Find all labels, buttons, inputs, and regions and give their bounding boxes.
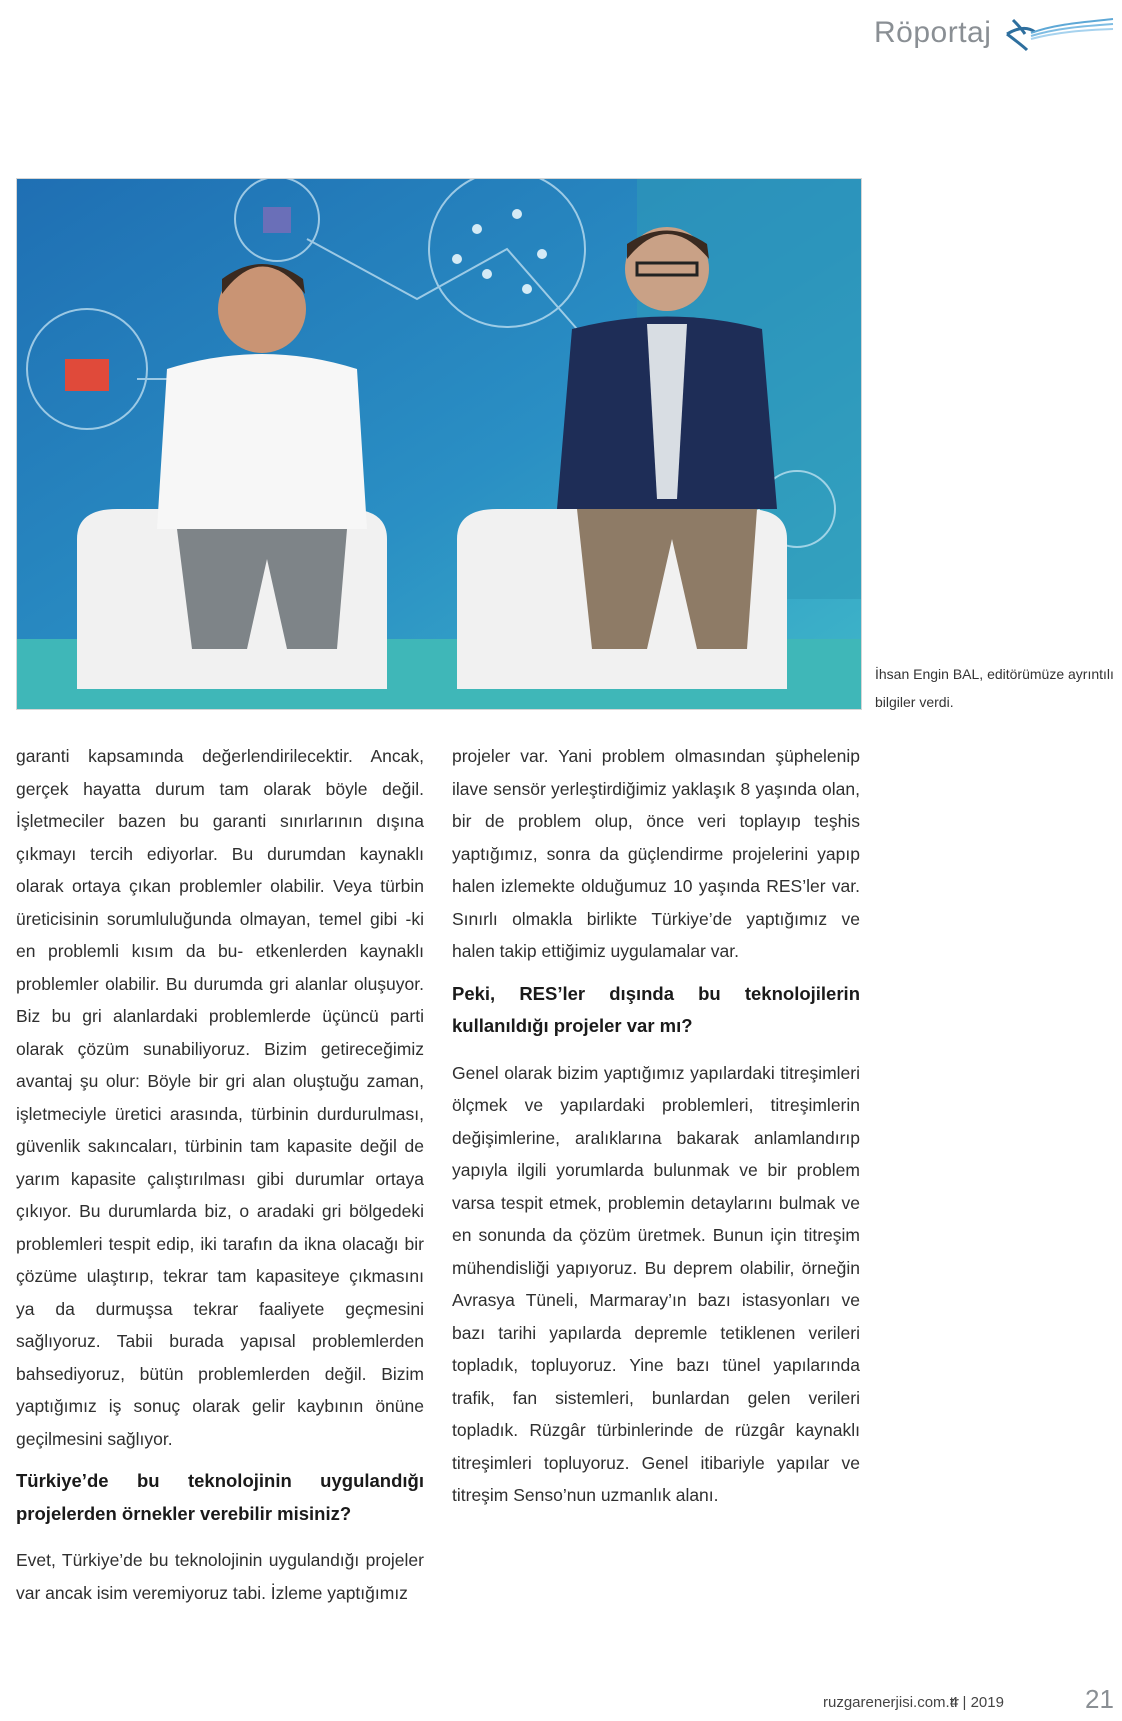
section-label: Röportaj [874, 16, 992, 49]
interview-question: Peki, RES’ler dışında bu teknolojilerin kullanıldığı projeler var mı? [452, 982, 860, 1036]
paragraph: projeler var. Yani problem olmasından şüphelenip ilave sensör yerleştirdiğimiz yaklaşık 8 yaşında olan, bir de problem olup, önce veri toplayıp teşhis yaptığımız, sonra da güçlendirme projelerini yapıp halen izlemekte olduğumuz 10 yaşında RES’ler var. Sınırlı olmakla birlikte Türkiye’de yaptığımız ve halen takip ettiğimiz uygulamalar var. [452, 746, 860, 961]
footer-website: ruzgarenerjisi.com.tr [823, 1694, 959, 1711]
paragraph: Evet, Türkiye’de bu teknolojinin uygulandığı projeler var ancak isim veremiyoruz tabi. İzleme yaptığımız [16, 1550, 424, 1603]
wind-wave-logo [1005, 16, 1115, 52]
interview-photo [16, 178, 862, 710]
paragraph: garanti kapsamında değerlendirilecektir. Ancak, gerçek hayatta durum tam olarak böyle değil. İşletmeciler bazen bu garanti sınırlarının dışına çıkmayı tercih ediyorlar. Bu durumdan kaynaklı olarak ortaya çıkan problemler olabilir. Veya türbin üreticisinin sorumluluğunda olmayan, temel gibi -ki en problemli kısım da bu- etkenlerden kaynaklı problemler olabilir. Bu durumda gri alanlar oluşuyor. Biz bu gri alanlardaki problemlerde üçüncü parti olarak çözüm sunabiliyoruz. Bizim getireceğimiz avantaj şu olur: Böyle bir gri alan oluştuğu zaman, işletmeciyle üretici arasında, türbinin durdurulması, güvenlik sakıncaları, türbinin tam kapasite değil de yarım kapasite çalıştırılması gibi durumlar ortaya çıkıyor. Bu durumlarda biz, o aradaki gri bölgedeki problemleri tespit edip, iki tarafın da ikna olacağı bir çözüme ulaştırıp, tekrar tam kapasiteye çıkmasını ya da durmuşsa tekrar faaliyete geçmesini sağlıyoruz. Tabii burada yapısal problemlerden bahsediyoruz, bütün problemlerden değil. Bizim yaptığımız iş sonuç olarak gelir kaybının önüne geçilmesini sağlıyor. [16, 746, 424, 1449]
photo-caption: İhsan Engin BAL, editörümüze ayrıntılı bilgiler verdi. [875, 666, 1114, 710]
interview-question: Türkiye’de bu teknolojinin uygulandığı projelerden örnekler verebilir misiniz? [16, 1470, 424, 1524]
page-number: 21 [1085, 1684, 1114, 1714]
paragraph: Genel olarak bizim yaptığımız yapılardaki titreşimleri ölçmek ve yapılardaki problemleri, titreşimlerin değişimlerine, aralıklarına bakarak anlamlandırıp yapıyla ilgili yorumlarda bulunmak ve bir problem varsa tespit etmek, problemin detaylarını bulmak ve en sonunda da çözüm üretmek. Bunun için titreşim mühendisliği yapıyoruz. Bu deprem olabilir, örneğin Avrasya Tüneli, Marmaray’ın bazı istasyonları ve bazı tarihi yapılarda depremle tetiklenen verileri topladık, topluyoruz. Yine bazı tünel yapılarında trafik, fan sistemleri, bunlardan gelen verileri topladık. Rüzgâr türbinlerinde de rüzgâr kaynaklı titreşimleri topluyoruz. Genel itibariyle yapılar ve titreşim Senso’nun uzmanlık alanı. [452, 1062, 860, 1505]
article-column-left [16, 740, 424, 1609]
article-column-right [452, 740, 860, 1512]
footer-issue: 4 | 2019 [950, 1694, 1004, 1711]
